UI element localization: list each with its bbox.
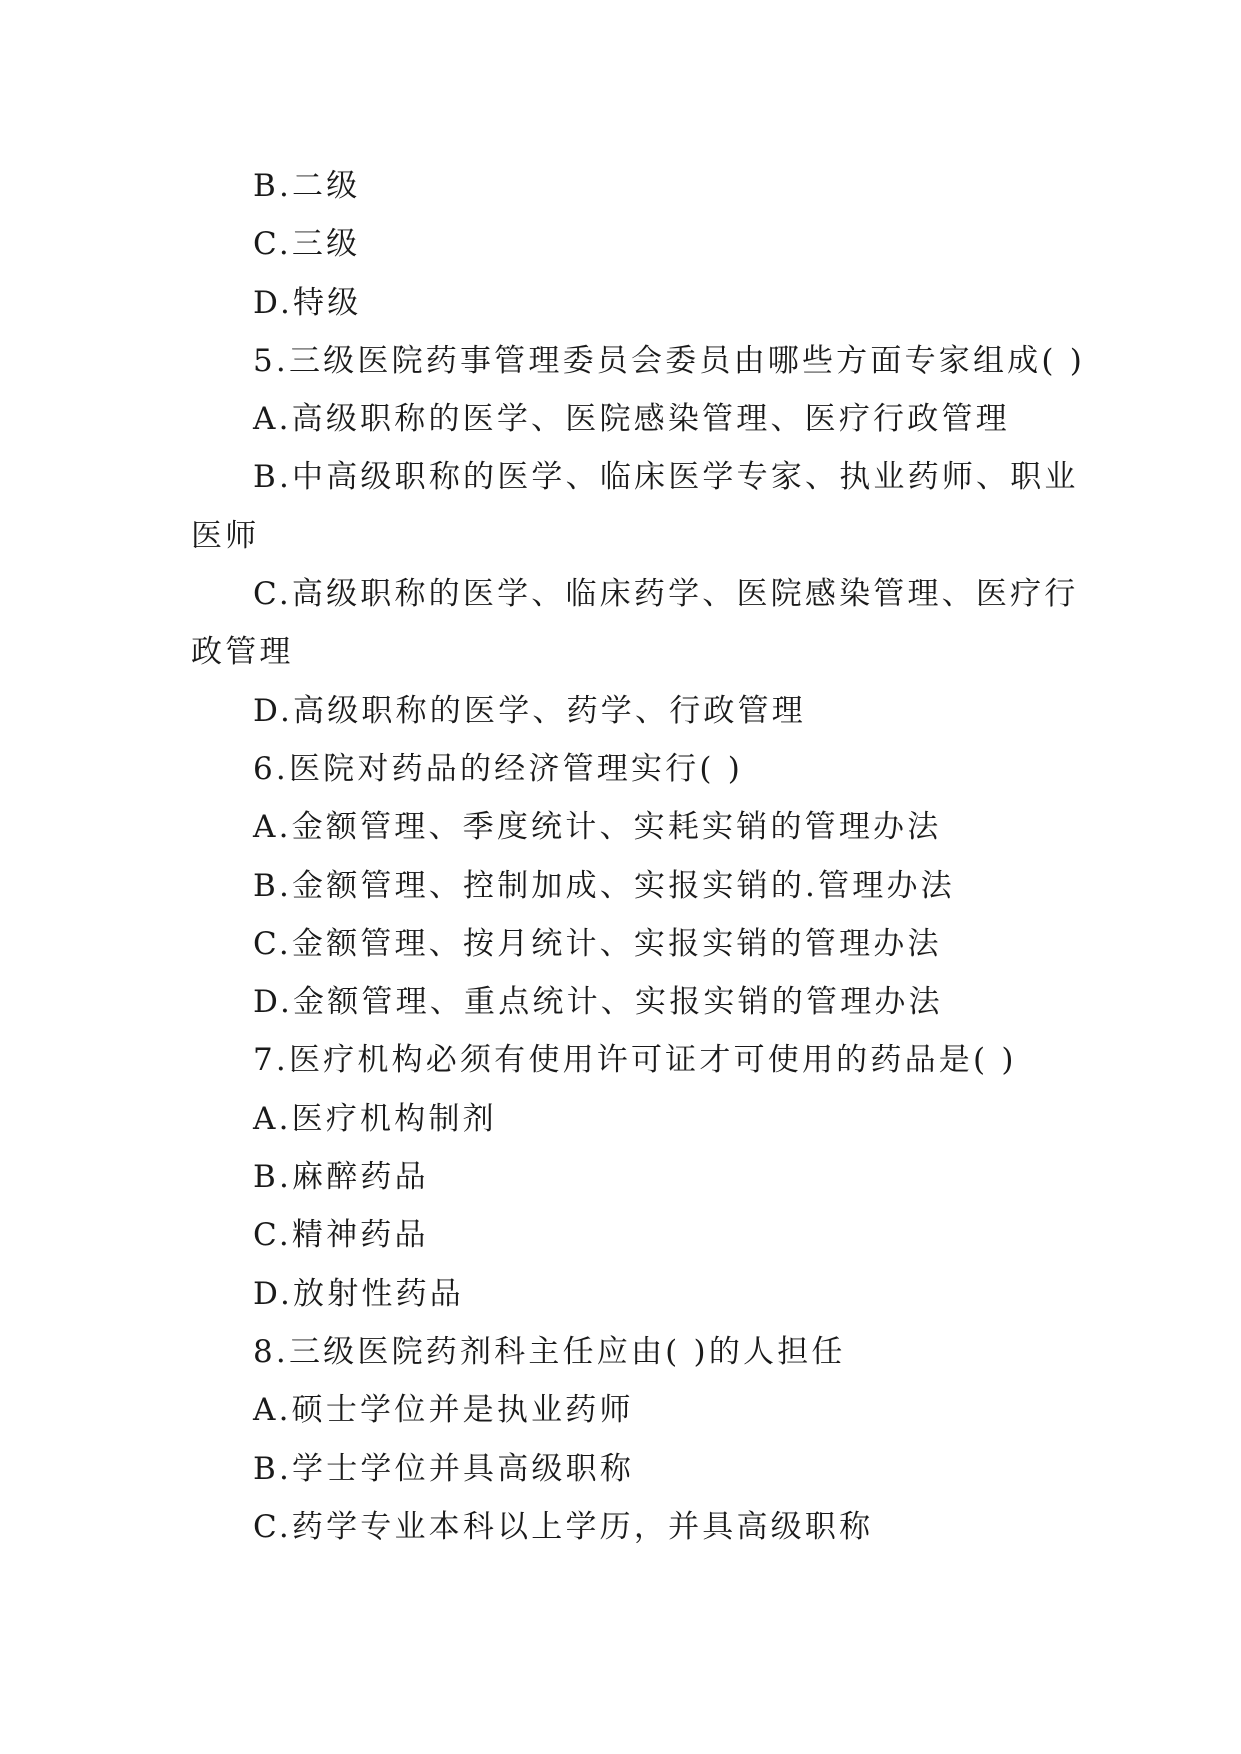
option-line: B.中高级职称的医学、临床医学专家、执业药师、职业 <box>253 459 1079 496</box>
question-line: 6.医院对药品的经济管理实行( ) <box>253 750 744 787</box>
option-line: A.硕士学位并是执业药师 <box>253 1392 634 1429</box>
option-line: C.金额管理、按月统计、实报实销的管理办法 <box>253 925 942 962</box>
question-line: 8.三级医院药剂科主任应由( )的人担任 <box>253 1333 846 1370</box>
option-line: A.金额管理、季度统计、实耗实销的管理办法 <box>253 809 942 846</box>
option-line: C.精神药品 <box>253 1217 429 1254</box>
option-line: A.高级职称的医学、医院感染管理、医疗行政管理 <box>253 401 1010 438</box>
document-body <box>0 157 1241 1556</box>
option-line: D.特级 <box>253 284 362 321</box>
option-line: B.学士学位并具高级职称 <box>253 1450 635 1487</box>
option-line: D.金额管理、重点统计、实报实销的管理办法 <box>253 984 943 1021</box>
option-line: D.高级职称的医学、药学、行政管理 <box>253 692 807 729</box>
option-line: B.金额管理、控制加成、实报实销的.管理办法 <box>253 867 955 904</box>
option-line: D.放射性药品 <box>253 1275 465 1312</box>
option-line: C.三级 <box>253 226 361 263</box>
option-line: A.医疗机构制剂 <box>253 1100 497 1137</box>
question-line: 5.三级医院药事管理委员会委员由哪些方面专家组成( ) <box>253 342 1086 379</box>
option-continuation-line: 医师 <box>191 517 260 554</box>
option-line: C.高级职称的医学、临床药学、医院感染管理、医疗行 <box>253 576 1079 613</box>
option-line: C.药学专业本科以上学历，并具高级职称 <box>253 1508 874 1545</box>
question-line: 7.医疗机构必须有使用许可证才可使用的药品是( ) <box>253 1042 1017 1079</box>
option-line: B.麻醉药品 <box>253 1159 429 1196</box>
option-line: B.二级 <box>253 168 361 204</box>
option-continuation-line: 政管理 <box>191 634 294 671</box>
